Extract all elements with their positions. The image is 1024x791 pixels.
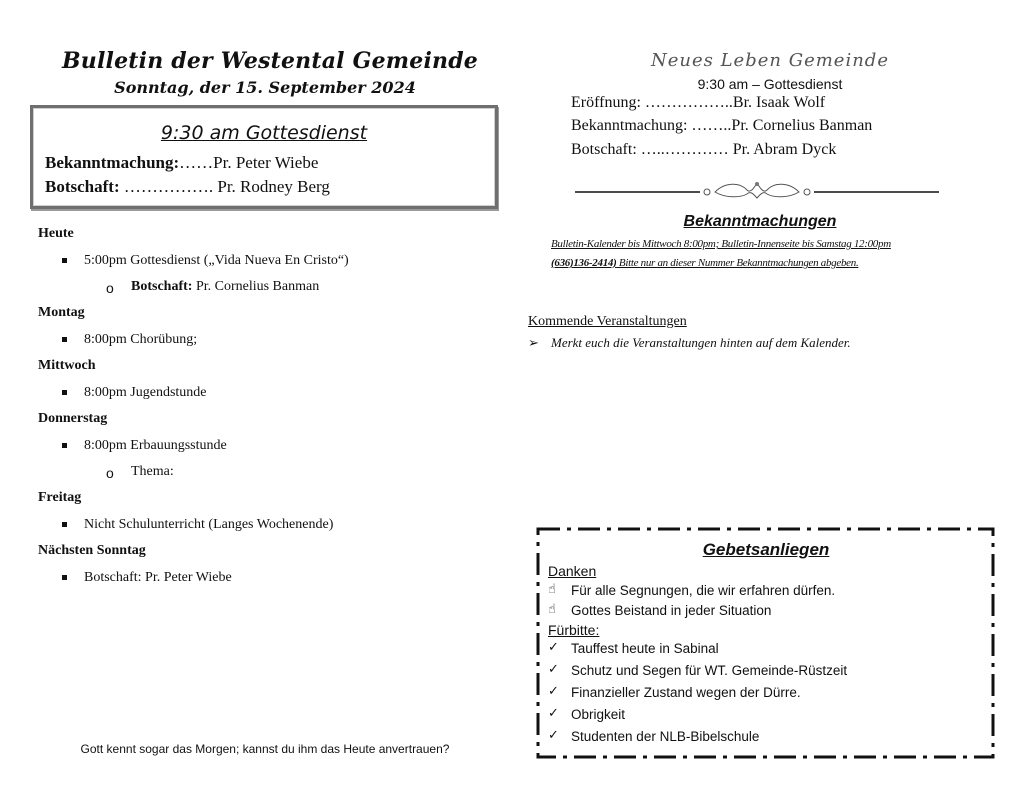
praying-hands-icon: ☝ bbox=[548, 582, 556, 597]
announcement-line bbox=[551, 257, 858, 269]
service-time: 9:30 am – Gottesdienst bbox=[697, 76, 843, 92]
schedule-subitem-value: Pr. Cornelius Banman bbox=[195, 279, 320, 294]
schedule-subitem-label: Botschaft: bbox=[131, 279, 193, 294]
bulletin-title: Bulletin der Westental Gemeinde bbox=[62, 48, 478, 74]
bullet-icon bbox=[62, 575, 67, 580]
schedule-item: 8:00pm Erbauungsstunde bbox=[84, 438, 227, 453]
bulletin-date: Sonntag, der 15. September 2024 bbox=[114, 78, 416, 97]
service-announcement-label: Bekanntmachung: bbox=[45, 153, 180, 172]
schedule-item: 5:00pm Gottesdienst („Vida Nueva En Cristo“) bbox=[84, 253, 349, 268]
checkmark-icon: ✓ bbox=[548, 728, 559, 743]
checkmark-icon: ✓ bbox=[548, 662, 559, 677]
schedule-subitem bbox=[131, 279, 319, 295]
bullet-icon bbox=[62, 443, 67, 448]
upcoming-heading: Kommende Veranstaltungen bbox=[528, 314, 687, 329]
announcement-line: Bulletin-Kalender bis Mittwoch 8:00pm; Bulletin-Innenseite bis Samstag 12:00pm bbox=[551, 238, 891, 250]
thanks-item: Gottes Beistand in jeder Situation bbox=[571, 603, 772, 618]
intercession-item: Schutz und Segen für WT. Gemeinde-Rüstzeit bbox=[571, 663, 848, 678]
circle-bullet-icon: o bbox=[106, 280, 114, 296]
schedule-item: Nicht Schulunterricht (Langes Wochenende) bbox=[84, 517, 334, 532]
service-role-line: Botschaft: …..………… Pr. Abram Dyck bbox=[571, 141, 837, 158]
announcements-title: Bekanntmachungen bbox=[683, 213, 837, 230]
day-heading: Montag bbox=[38, 305, 85, 320]
upcoming-item: Merkt euch die Veranstaltungen hinten auf dem Kalender. bbox=[551, 335, 851, 350]
service-announcement-value: ……Pr. Peter Wiebe bbox=[179, 153, 319, 172]
schedule-item: 8:00pm Jugendstunde bbox=[84, 385, 207, 400]
ornament-divider bbox=[575, 180, 939, 200]
day-heading: Mittwoch bbox=[38, 358, 96, 373]
service-box-title: 9:30 am Gottesdienst bbox=[160, 122, 368, 144]
service-message bbox=[45, 177, 330, 197]
service-message-value: ……………. Pr. Rodney Berg bbox=[123, 177, 330, 196]
intercession-item: Obrigkeit bbox=[571, 707, 626, 722]
circle-bullet-icon: o bbox=[106, 465, 114, 481]
day-heading: Donnerstag bbox=[38, 411, 108, 426]
schedule-subitem: Thema: bbox=[131, 464, 174, 479]
intercession-heading: Fürbitte: bbox=[548, 622, 600, 638]
schedule-item: 8:00pm Chorübung; bbox=[84, 332, 198, 347]
announcement-phone: (636)136-2414) bbox=[551, 257, 617, 269]
service-announcement bbox=[45, 153, 318, 173]
arrow-bullet-icon: ➢ bbox=[528, 335, 539, 350]
service-role-line: Eröffnung: ……………..Br. Isaak Wolf bbox=[571, 94, 826, 111]
bullet-icon bbox=[62, 390, 67, 395]
intercession-item: Tauffest heute in Sabinal bbox=[571, 641, 719, 656]
checkmark-icon: ✓ bbox=[548, 640, 559, 655]
day-heading: Nächsten Sonntag bbox=[38, 543, 146, 558]
day-heading: Freitag bbox=[38, 490, 82, 505]
praying-hands-icon: ☝ bbox=[548, 602, 556, 617]
bullet-icon bbox=[62, 522, 67, 527]
bullet-icon bbox=[62, 337, 67, 342]
service-message-label: Botschaft: bbox=[45, 177, 120, 196]
footer-quote: Gott kennt sogar das Morgen; kannst du ihm das Heute anvertrauen? bbox=[80, 742, 450, 756]
checkmark-icon: ✓ bbox=[548, 684, 559, 699]
service-box bbox=[30, 105, 498, 209]
thanks-heading: Danken bbox=[548, 563, 597, 579]
prayer-title: Gebetsanliegen bbox=[702, 540, 830, 559]
thanks-item: Für alle Segnungen, die wir erfahren dürfen. bbox=[571, 583, 836, 598]
service-role-line: Bekanntmachung: ……..Pr. Cornelius Banman bbox=[571, 117, 873, 134]
intercession-item: Finanzieller Zustand wegen der Dürre. bbox=[571, 685, 801, 700]
checkmark-icon: ✓ bbox=[548, 706, 559, 721]
church-title: Neues Leben Gemeinde bbox=[651, 50, 889, 71]
intercession-item: Studenten der NLB-Bibelschule bbox=[571, 729, 760, 744]
schedule-item: Botschaft: Pr. Peter Wiebe bbox=[84, 570, 232, 585]
day-heading: Heute bbox=[38, 226, 74, 241]
bullet-icon bbox=[62, 258, 67, 263]
announcement-note: Bitte nur an dieser Nummer Bekanntmachungen abgeben. bbox=[616, 257, 859, 269]
